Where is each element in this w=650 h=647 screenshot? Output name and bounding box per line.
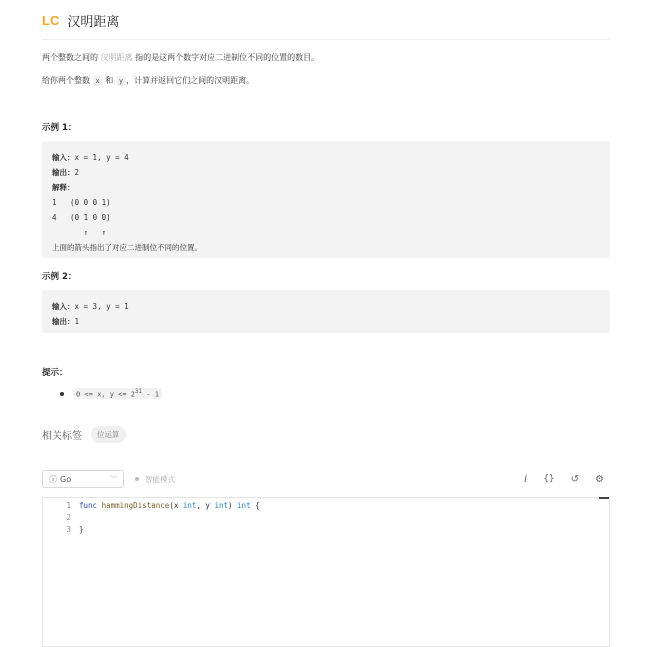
example-output-label: 输出：: [52, 168, 75, 177]
language-select[interactable]: [42, 470, 124, 488]
hamming-distance-link[interactable]: 汉明距离: [100, 53, 133, 62]
editor-actions: [524, 470, 604, 488]
example-note: 上面的箭头指出了对应二进制位不同的位置。: [52, 243, 202, 252]
line-number: 3: [66, 525, 71, 534]
info-circle-icon: ⓘ: [49, 474, 57, 484]
bullet-icon: [60, 392, 64, 396]
code-punct: ): [228, 501, 238, 510]
tag-bit-manipulation[interactable]: 位运算: [91, 426, 126, 443]
smart-mode-label: 智能模式: [145, 474, 175, 484]
editor-scrollbar[interactable]: [599, 497, 609, 499]
code-editor[interactable]: [42, 497, 610, 647]
code-line-3: }: [79, 525, 84, 534]
example-input-label: 输入：: [52, 302, 75, 311]
description-text: 指的是这两个数字对应二进制位不同的位置的数目。: [132, 53, 320, 62]
inline-code-y: y: [116, 76, 126, 86]
example-binary-line-2: 4 (0 1 0 0): [52, 213, 111, 222]
example-output-value: 2: [74, 168, 80, 177]
code-line-1: [79, 500, 260, 512]
editor-toolbar: [42, 470, 610, 490]
settings-icon[interactable]: ⚙: [595, 473, 604, 485]
function-name: hammingDistance: [97, 501, 170, 510]
code-line-2: [79, 512, 260, 524]
code-punct: {: [250, 501, 260, 510]
code-punct: (x: [169, 501, 183, 510]
related-tags: [42, 426, 126, 443]
example-2-block: [42, 290, 610, 333]
constraint-exponent: 31: [135, 389, 143, 395]
example-binary-line-1: 1 (0 0 0 1): [52, 198, 111, 207]
code-content[interactable]: [79, 500, 260, 536]
type-int: int: [237, 501, 251, 510]
description-text: ，计算并返回它们之间的汉明距离。: [126, 76, 255, 85]
example-arrows: ↑ ↑: [52, 228, 107, 237]
hint-item: [60, 388, 162, 399]
example-1-block: [42, 141, 610, 258]
chevron-down-icon: ﹀: [110, 475, 117, 483]
example-input-value: x = 3, y = 1: [74, 302, 129, 311]
italic-i-icon[interactable]: i: [523, 473, 528, 485]
example-explain-label: 解释：: [52, 183, 75, 192]
smart-mode-toggle[interactable]: [135, 470, 175, 488]
description-paragraph-2: [42, 75, 254, 87]
problem-header: [42, 9, 119, 31]
braces-icon[interactable]: {}: [543, 474, 555, 484]
constraint-code: [73, 388, 162, 399]
line-number: 2: [66, 513, 71, 522]
site-logo[interactable]: LC: [42, 12, 60, 28]
related-tags-label[interactable]: 相关标签: [42, 431, 82, 442]
description-text: 两个整数之间的: [42, 53, 101, 62]
example-input-label: 输入：: [52, 153, 75, 162]
type-int: int: [214, 501, 229, 510]
constraint-text: 0 <= x, y <= 2: [76, 390, 136, 399]
header-divider: [42, 39, 610, 40]
smart-mode-dot-icon: [135, 477, 139, 481]
undo-icon[interactable]: ↺: [570, 473, 580, 485]
example-1-heading: 示例 1：: [42, 123, 77, 133]
line-number-gutter: [43, 500, 71, 536]
example-output-value: 1: [74, 317, 80, 326]
constraint-text: - 1: [142, 390, 159, 399]
description-paragraph-1: [42, 52, 319, 64]
line-number: 1: [66, 501, 71, 510]
description-text: 和: [102, 76, 116, 85]
problem-title: 汉明距离: [67, 14, 120, 30]
hints-heading: 提示：: [42, 368, 68, 378]
example-input-value: x = 1, y = 4: [74, 153, 129, 162]
example-output-label: 输出：: [52, 317, 75, 326]
keyword-func: func: [79, 501, 98, 510]
inline-code-x: x: [93, 76, 103, 86]
code-punct: , y: [196, 501, 215, 510]
example-2-heading: 示例 2：: [42, 272, 77, 282]
type-int: int: [182, 501, 197, 510]
description-text: 给你两个整数: [42, 76, 93, 85]
language-label: Go: [60, 474, 72, 484]
